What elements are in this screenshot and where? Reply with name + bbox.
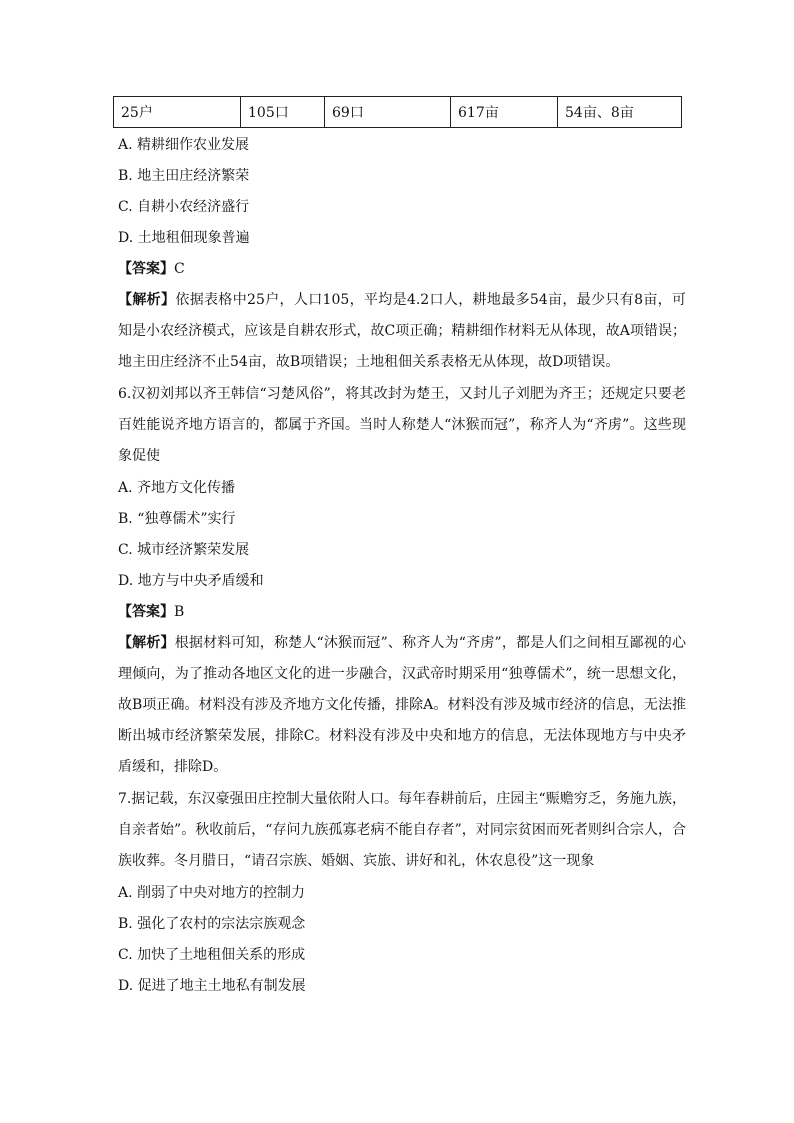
q6-option-c: C. 城市经济繁荣发展	[118, 542, 250, 558]
table-row	[114, 97, 682, 128]
analysis-label: 【解析】	[118, 292, 176, 308]
q5-option-d: D. 土地租佃现象普遍	[118, 230, 250, 246]
q5-analysis	[118, 285, 686, 378]
analysis-text: 根据材料可知，称楚人“沐猴而冠”、称齐人为“齐虏”，都是人们之间相互鄙视的心理倾向，为了推动各地区文化的进一步融合，汉武帝时期采用“独尊儒术”，统一思想文化，故B项正确。材料没有涉及齐地方文化传播，排除A。材料没有涉及城市经济的信息，无法推断出城市经济繁荣发展，排除C。材料没有涉及中央和地方的信息，无法体现地方与中央矛盾缓和，排除D。	[118, 635, 686, 775]
q7-option-c: C. 加快了土地租佃关系的形成	[118, 947, 306, 963]
q5-answer	[118, 259, 185, 279]
answer-value: B	[174, 604, 185, 620]
q7-option-a: A. 削弱了中央对地方的控制力	[118, 885, 306, 901]
table-cell-total-land: 617亩	[451, 97, 558, 128]
population-land-table	[113, 96, 682, 128]
answer-value: C	[174, 261, 185, 277]
q6-option-d: D. 地方与中央矛盾缓和	[118, 573, 264, 589]
answer-label: 【答案】	[118, 604, 174, 620]
q5-option-c: C. 自耕小农经济盛行	[118, 199, 250, 215]
table-cell-households: 25户	[114, 97, 241, 128]
q6-stem: 6.汉初刘邦以齐王韩信“习楚风俗”，将其改封为楚王，又封儿子刘肥为齐王；还规定只要老百姓能说齐地方语言的，都属于齐国。当时人称楚人“沐猴而冠”，称齐人为“齐虏”。这些现象促使	[118, 386, 686, 464]
q5-option-a: A. 精耕细作农业发展	[118, 137, 250, 153]
table-cell-land-range: 54亩、8亩	[558, 97, 682, 128]
q7-option-d: D. 促进了地主土地私有制发展	[118, 978, 306, 994]
answer-label: 【答案】	[118, 261, 174, 277]
analysis-text: 依据表格中25户，人口105，平均是4.2口人，耕地最多54亩，最少只有8亩，可知是小农经济模式，应该是自耕农形式，故C项正确；精耕细作材料无从体现，故A项错误；地主田庄经济不止54亩，故B项错误；土地租佃关系表格无从体现，故D项错误。	[118, 292, 687, 370]
q7-stem: 7.据记载，东汉豪强田庄控制大量依附人口。每年春耕前后，庄园主“赈赡穷乏，务施九族，自亲者始”。秋收前后，“存问九族孤寡老病不能自存者”，对同宗贫困而死者则纠合宗人，合族收葬。冬月腊日，“请召宗族、婚姻、宾旅、讲好和礼，休农息役”这一现象	[118, 791, 686, 869]
table-cell-population: 105口	[241, 97, 325, 128]
table-cell-persons: 69口	[325, 97, 451, 128]
q5-option-b: B. 地主田庄经济繁荣	[118, 168, 250, 184]
q6-answer	[118, 602, 184, 622]
q6-analysis	[118, 628, 686, 783]
q7-option-b: B. 强化了农村的宗法宗族观念	[118, 916, 306, 932]
q6-option-b: B. “独尊儒术”实行	[118, 511, 236, 527]
analysis-label: 【解析】	[118, 635, 175, 651]
q6-option-a: A. 齐地方文化传播	[118, 480, 236, 496]
